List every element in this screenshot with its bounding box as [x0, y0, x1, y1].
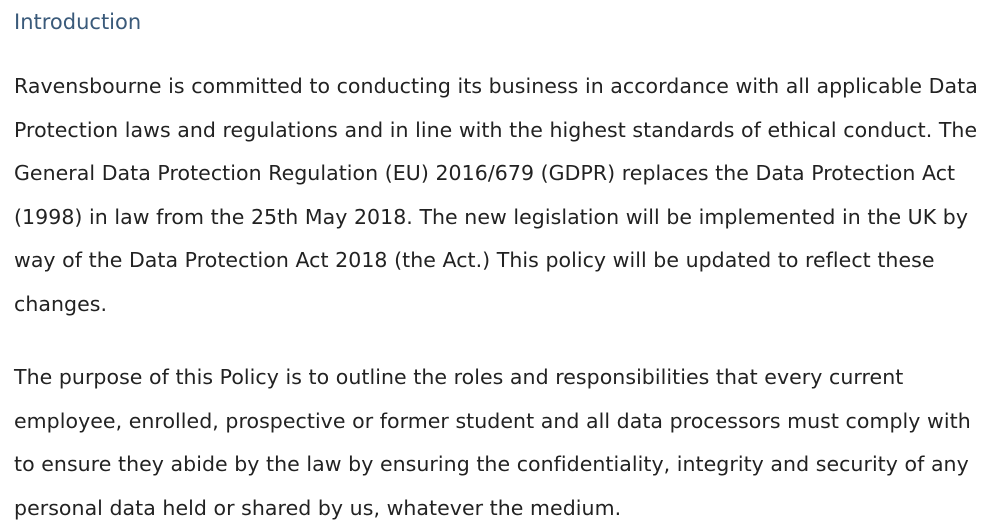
paragraph-purpose: The purpose of this Policy is to outline the roles and responsibilities that every current employee, enrolled, prospective or former student and all data processors must comply with to ensure they abide by the law by ensuring the confidentiality, integrity and security of any personal data held or shared by us, whatever the medium.	[14, 365, 971, 520]
document-content	[14, 0, 986, 530]
paragraph-commitment: Ravensbourne is committed to conducting its business in accordance with all applicable Data Protection laws and regulations and in line with the highest standards of ethical conduct. The General Data Protection Regulation (EU) 2016/679 (GDPR) replaces the Data Protection Act (1998) in law from the 25th May 2018. The new legislation will be implemented in the UK by way of the Data Protection Act 2018 (the Act.) This policy will be updated to reflect these changes.	[14, 74, 978, 316]
section-heading-introduction: Introduction	[14, 10, 142, 34]
